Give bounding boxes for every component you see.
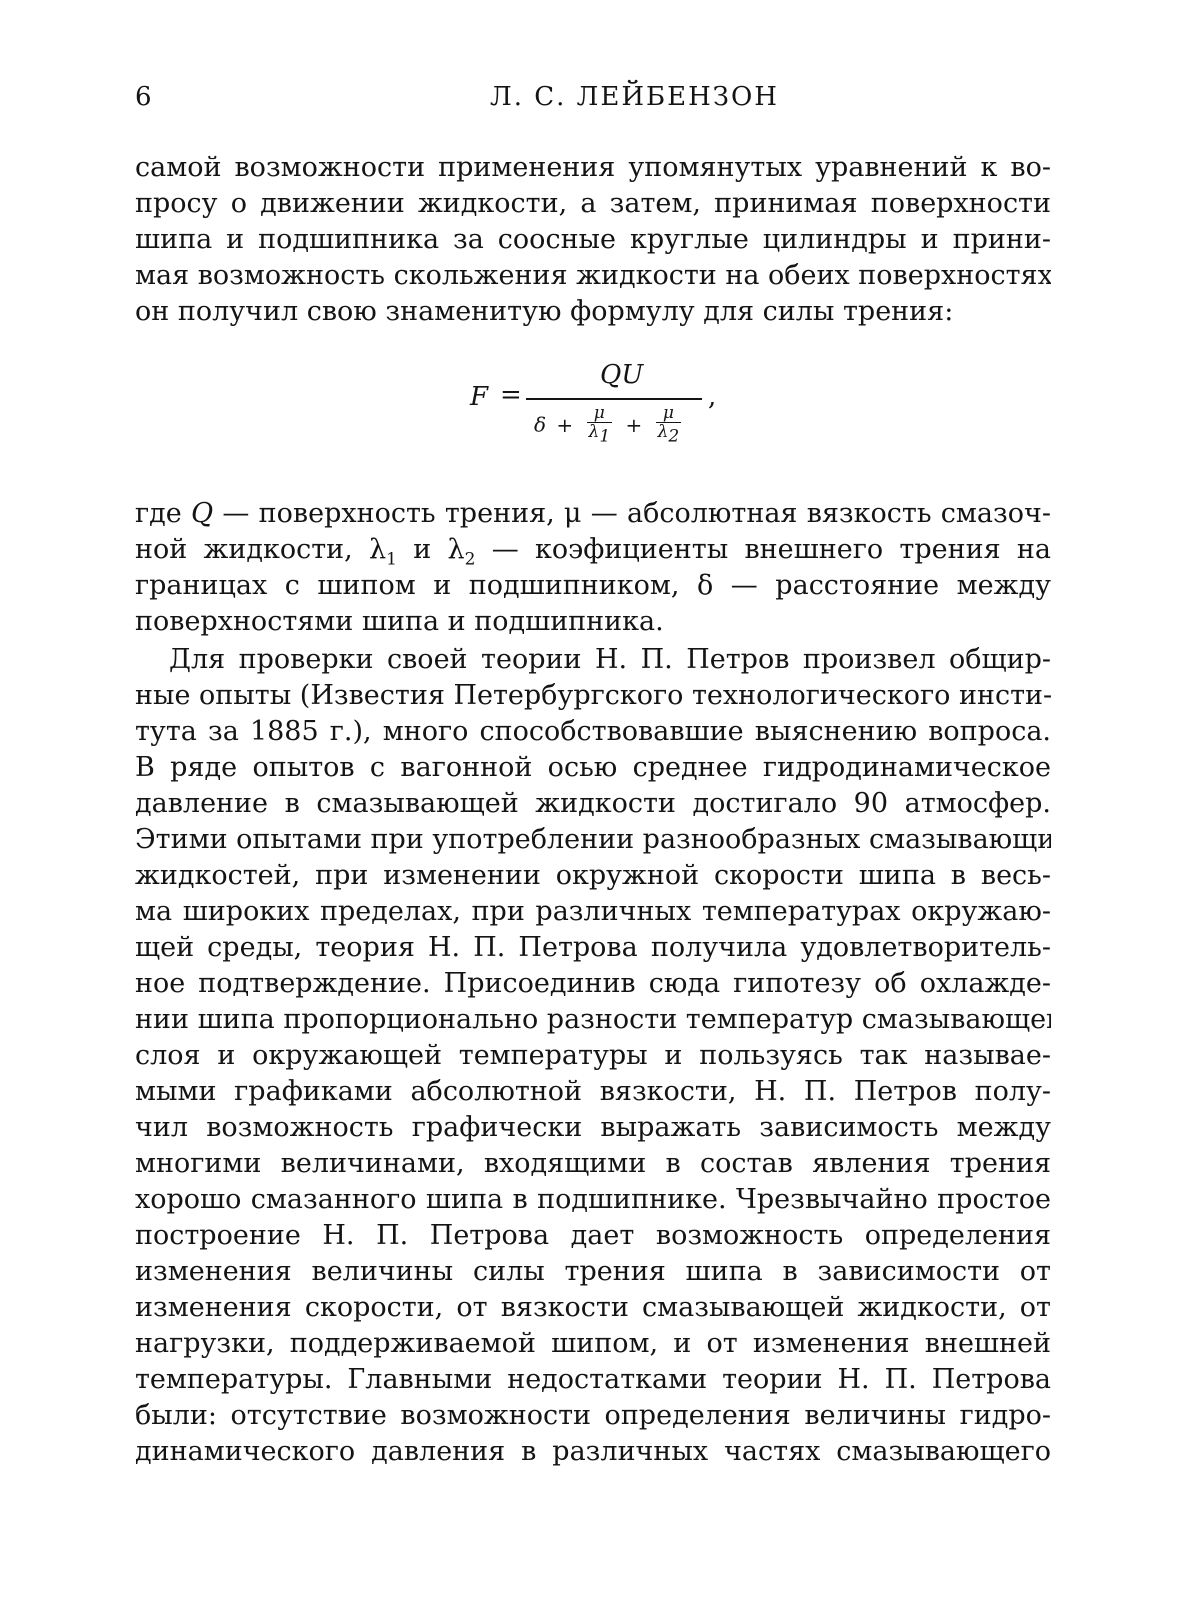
- subscript: 1: [599, 426, 610, 446]
- text-line: чил возможность графически выражать зависимость между: [135, 1110, 1051, 1146]
- plus-sign: +: [626, 413, 643, 437]
- text-line: [135, 496, 1051, 532]
- text-line: границах с шипом и подшипником, δ — расстояние между: [135, 568, 1051, 604]
- text-line: построение Н. П. Петрова дает возможность определения: [135, 1218, 1051, 1254]
- subscript: 1: [386, 549, 397, 568]
- mu-over-lambda1: [587, 404, 613, 445]
- text-line: были: отсутствие возможности определения величины гидро-: [135, 1398, 1051, 1434]
- text-line: слоя и окружающей температуры и пользуясь так называе-: [135, 1038, 1051, 1074]
- lambda-symbol: λ: [658, 422, 669, 442]
- text-line: изменения величины силы трения шипа в зависимости от: [135, 1254, 1051, 1290]
- text-line: [135, 532, 1051, 568]
- running-title: Л. С. ЛЕЙБЕНЗОН: [490, 82, 779, 112]
- text-line: В ряде опытов с вагонной осью среднее гидродинамическое: [135, 750, 1051, 786]
- frac-numerator: μ: [587, 404, 613, 423]
- mu-over-lambda2: [656, 404, 682, 445]
- paragraph-3: [135, 642, 1051, 1470]
- page-number: 6: [135, 82, 153, 112]
- text-line: ное подтверждение. Присоединив сюда гипотезу об охлажде-: [135, 966, 1051, 1002]
- text-line: Для проверки своей теории Н. П. Петров произвел общир-: [135, 642, 1051, 678]
- text-line: Этими опытами при употреблении разнообразных смазывающих: [135, 822, 1051, 858]
- formula-denominator: [534, 404, 684, 445]
- formula-comma: ,: [708, 382, 716, 412]
- plus-sign: +: [556, 413, 573, 437]
- subscript: 2: [668, 426, 679, 446]
- formula-numerator: QU: [600, 360, 643, 390]
- text-line: щей среды, теория Н. П. Петрова получила удовлетворитель-: [135, 930, 1051, 966]
- paragraph-1: [135, 150, 1051, 330]
- fraction-bar: [526, 398, 702, 400]
- text-line: самой возможности применения упомянутых уравнений к во-: [135, 150, 1051, 186]
- text-line: хорошо смазанного шипа в подшипнике. Чрезвычайно простое: [135, 1182, 1051, 1218]
- subscript: 2: [465, 549, 476, 568]
- frac-denominator: [656, 423, 682, 445]
- text-line: нагрузки, поддерживаемой шипом, и от изменения внешней: [135, 1326, 1051, 1362]
- text-line: он получил свою знаменитую формулу для силы трения:: [135, 294, 1051, 330]
- frac-numerator: μ: [656, 404, 682, 423]
- formula-equals: =: [500, 380, 522, 410]
- text-fragment: — коэфициенты внешнего трения на: [475, 534, 1051, 565]
- text-line: температуры. Главными недостатками теории Н. П. Петрова: [135, 1362, 1051, 1398]
- text-line: мая возможность скольжения жидкости на обеих поверхностях,: [135, 258, 1051, 294]
- text-fragment: ной жидкости, λ: [135, 534, 386, 565]
- book-page: [0, 0, 1200, 1600]
- text-line: нии шипа пропорционально разности температур смазывающего: [135, 1002, 1051, 1038]
- paragraph-2: [135, 496, 1051, 640]
- text-line: ные опыты (Известия Петербургского технологического инсти-: [135, 678, 1051, 714]
- text-line: жидкостей, при изменении окружной скорости шипа в весь-: [135, 858, 1051, 894]
- formula-lhs: F: [470, 382, 488, 412]
- text-line: поверхностями шипа и подшипника.: [135, 604, 1051, 640]
- symbol-Q: Q: [191, 498, 213, 529]
- lambda-symbol: λ: [589, 422, 600, 442]
- text-line: просу о движении жидкости, а затем, принимая поверхности: [135, 186, 1051, 222]
- frac-denominator: [587, 423, 613, 445]
- text-line: тута за 1885 г.), много способствовавшие выяснению вопроса.: [135, 714, 1051, 750]
- text-line: давление в смазывающей жидкости достигало 90 атмосфер.: [135, 786, 1051, 822]
- text-line: многими величинами, входящими в состав явления трения: [135, 1146, 1051, 1182]
- text-line: изменения скорости, от вязкости смазывающей жидкости, от: [135, 1290, 1051, 1326]
- text-fragment: — поверхность трения, μ — абсолютная вязкость смазоч-: [213, 498, 1051, 529]
- text-line: мыми графиками абсолютной вязкости, Н. П. Петров полу-: [135, 1074, 1051, 1110]
- text-line: динамического давления в различных частях смазывающего: [135, 1434, 1051, 1470]
- text-line: ма широких пределах, при различных температурах окружаю-: [135, 894, 1051, 930]
- text-fragment: и λ: [397, 534, 465, 565]
- delta-symbol: δ: [534, 413, 546, 437]
- text-fragment: где: [135, 498, 191, 529]
- friction-formula: [470, 360, 730, 470]
- running-head: [135, 82, 1051, 122]
- text-line: шипа и подшипника за соосные круглые цилиндры и прини-: [135, 222, 1051, 258]
